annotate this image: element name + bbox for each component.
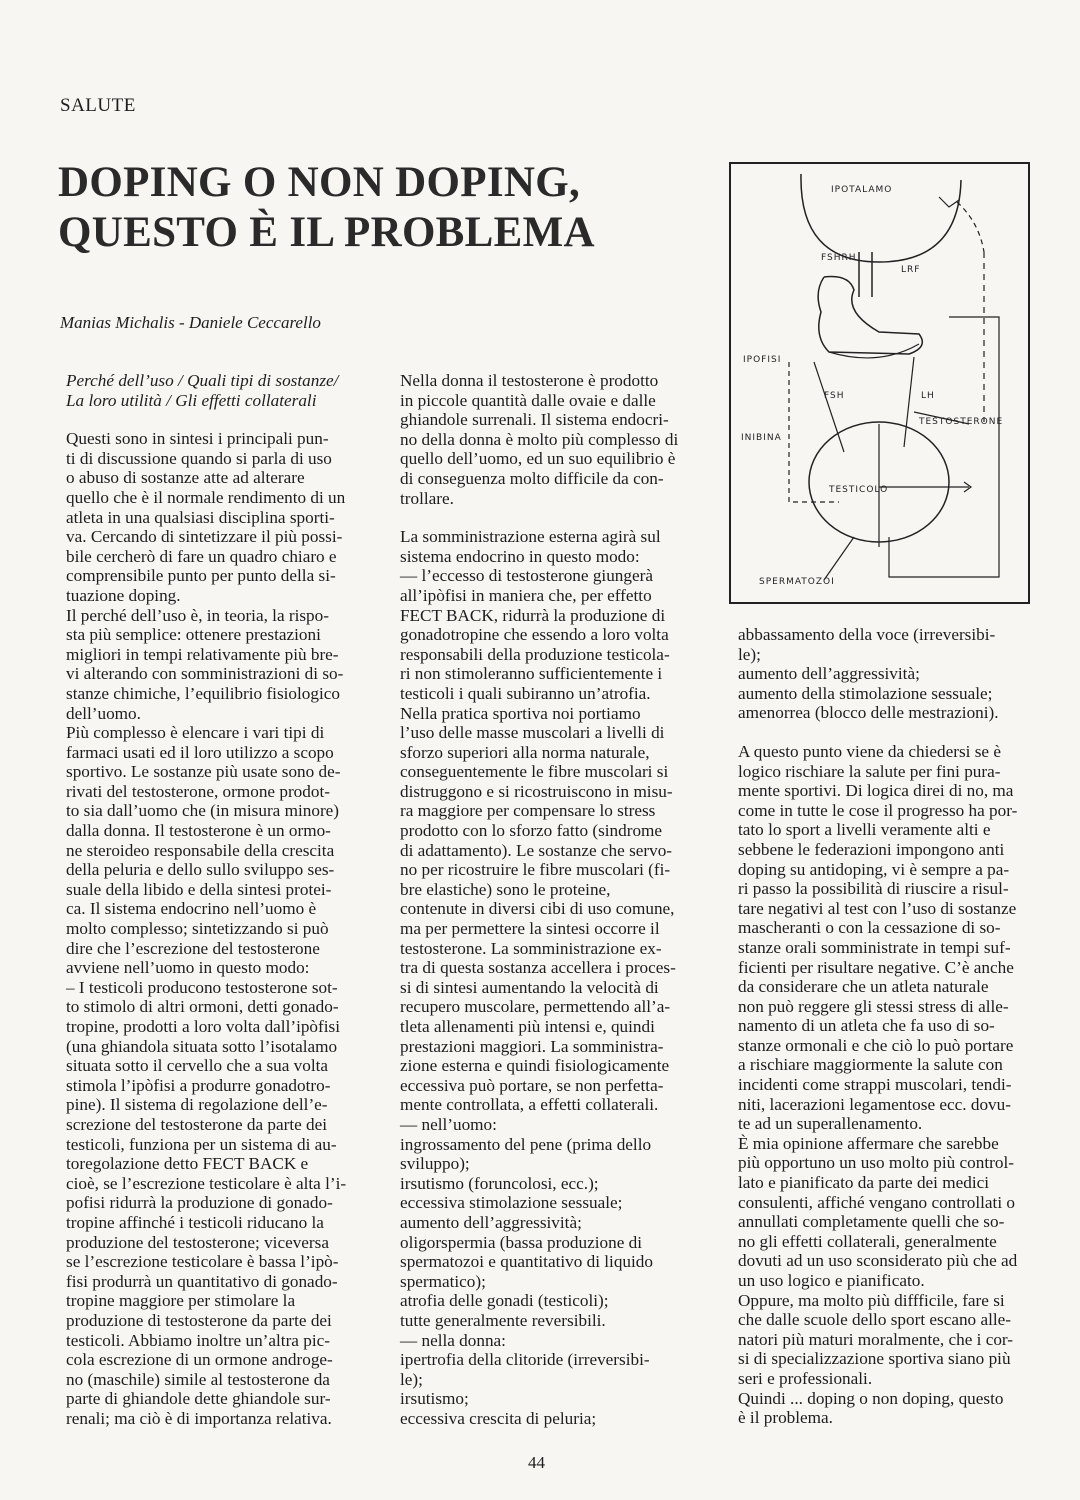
text-line: ra maggiore per compensare lo stress [400,801,656,821]
text-line: È mia opinione affermare che sarebbe [738,1133,999,1153]
text-line: (una ghiandola situata sotto l’isotalamo [66,1036,338,1056]
text-line: trollare. [400,488,454,508]
text-line: seri e professionali. [738,1368,873,1388]
text-line: avviene nell’uomo in questo modo: [66,958,310,978]
text-line: più opportuno un uso molto più control- [738,1153,1014,1173]
text-line: tleta allenamenti più intensi e, quindi [400,1017,655,1036]
text-line: è il problema. [738,1408,833,1428]
text-line: aumento dell’aggressività; [400,1212,582,1232]
text-line: atrofia delle gonadi (testicoli); [400,1291,609,1311]
text-line: farmaci usati ed il loro utilizzo a scopo [66,742,334,762]
title-line-1: DOPING O NON DOPING, [58,159,580,206]
text-line: vi alterando con somministrazioni di so- [66,664,344,684]
text-line: lato e pianificato da parte dei medici [738,1173,990,1193]
label-fsh: FSH [824,391,845,401]
text-line: Questi sono in sintesi i principali pun- [66,429,329,449]
text-line: ri passo la possibilità di riuscire a risul- [738,879,1009,899]
text-line: logico rischiare la salute per fini pura- [738,761,1001,781]
text-line: irsutismo (foruncolosi, ecc.); [400,1173,599,1193]
text-line: — l’eccesso di testosterone giungerà [400,566,653,586]
text-line: bre elastiche) sono le proteine, [400,879,611,899]
text-line: tutte generalmente reversibili. [400,1310,606,1330]
text-line: aumento della stimolazione sessuale; [738,683,993,703]
text-line: comprensibile punto per punto della si- [66,566,336,586]
text-line: ghiandole surrenali. Il sistema endocri- [400,410,669,430]
text-line: dovuti ad un uso sconsiderato più che ad [738,1251,1018,1271]
text-line: testicoli. Abbiamo inoltre un’altra pic- [66,1330,330,1350]
text-line: rivati del testosterone, ormone prodot- [66,781,330,801]
text-line: A questo punto viene da chiedersi se è [738,741,1001,761]
text-line: stanze chimiche, l’equilibrio fisiologico [66,683,340,703]
text-line: testosterone. La somministrazione ex- [400,938,662,958]
text-line: te ad un superallenamento. [738,1114,923,1134]
text-line: mente controllata, a effetti collaterali. [400,1095,659,1115]
text-line: gonadotropine che essendo a loro volta [400,625,669,645]
text-line: un uso logico e pianificato. [738,1271,925,1290]
text-line: Oppure, ma molto più diffficile, fare si [738,1290,1005,1310]
text-line: all’ipòfisi in maniera che, per effetto [400,585,652,605]
section-label: SALUTE [60,95,136,116]
text-line: atleta in una qualsiasi disciplina sporti- [66,507,335,527]
label-ipotalamo: IPOTALAMO [831,185,893,195]
article-authors: Manias Michalis - Daniele Ceccarello [60,313,321,332]
text-line: tropine maggiore per stimolare la [66,1291,296,1311]
text-line: spermatico); [400,1271,486,1291]
text-line: quello dell’uomo, ed un suo equilibrio è [400,449,676,469]
text-line: dalla donna. Il testosterone è un ormo- [66,821,331,841]
text-line: le); [738,644,761,664]
label-lh: LH [921,391,935,401]
text-line: molto complesso; sintetizzando si può [66,919,329,939]
text-line: migliori in tempi relativamente più bre- [66,644,339,664]
text-line: consulenti, affiché vengano controllati o [738,1192,1015,1212]
text-line: tato lo sport a livelli veramente alti e [738,820,991,840]
text-line: spermatozoi e quantitativo di liquido [400,1252,653,1272]
text-line: prodotto con lo sforzo fatto (sindrome [400,821,663,841]
text-line: sta più semplice: ottenere prestazioni [66,625,321,645]
text-line: di conseguenza molto difficile da con- [400,468,664,488]
text-line: no gli effetti collaterali, generalmente [738,1231,997,1251]
text-line: pine). Il sistema di regolazione dell’e- [66,1095,328,1115]
text-line: a rischiare maggiormente la salute con [738,1055,1003,1075]
text-line: fisi produrrà un quantitativo di gonado- [66,1271,338,1291]
text-line: bile cercherò di fare un quadro chiaro e [66,546,337,566]
text-line: produzione del testosterone; viceversa [66,1232,329,1252]
text-line: situata sotto il cervello che a sua volta [66,1056,329,1076]
text-line: va. Cercando di sintetizzare il più possi- [66,527,343,547]
text-line: l’uso delle masse muscolari a livelli di [400,723,665,743]
text-line: mente sportivi. Di logica direi di no, ma [738,781,1014,801]
text-line: testicoli, funziona per un sistema di au- [66,1134,337,1154]
text-line: screzione del testosterone da parte dei [66,1114,328,1134]
text-line: ti di discussione quando si parla di uso [66,448,332,468]
text-line: amenorrea (blocco delle mestrazioni). [738,703,999,723]
text-line: eccessiva stimolazione sessuale; [400,1193,623,1213]
text-line: stanze ormonali e che ciò lo può portare [738,1035,1014,1055]
label-inibina: INIBINA [741,433,782,443]
text-line: si di sintesi aumentando la velocità di [400,977,659,997]
text-line: no (maschile) simile al testosterone da [66,1369,330,1389]
text-line: tropine, prodotti a loro volta dall’ipòfisi [66,1017,340,1036]
text-line: ficienti per risultare negative. C’è anche [738,957,1014,977]
text-line: distruggono e si ricostruiscono in misu- [400,781,673,801]
text-line: ne steroideo responsabile della crescita [66,840,335,860]
text-line: sportivo. Le sostanze più usate sono de- [66,762,341,782]
text-line: o abuso di sostanze atte ad alterare [66,468,305,488]
pituitary-shape [818,277,922,354]
text-line: stimola l’ipòfisi a produrre gonadotro- [66,1075,331,1095]
text-line: niti, lacerazioni legamentose ecc. dovu- [738,1094,1011,1114]
label-spermatozoi: SPERMATOZOI [759,577,835,587]
text-line: oligorspermia (bassa produzione di [400,1232,642,1252]
text-line: ri non stimoleranno sufficientemente i [400,664,663,684]
text-line: non può reggere gli stessi stress di alle- [738,996,1009,1016]
label-lrf: LRF [901,265,921,275]
text-line: che dalle scuole dello sport escano alle- [738,1310,1011,1330]
text-line: prestazioni maggiori. La somministra- [400,1036,664,1056]
text-line: tare negativi al test con l’uso di sostanze [738,898,1017,918]
text-line: — nell’uomo: [400,1114,497,1134]
text-column-3 [738,625,1030,1428]
text-line: La somministrazione esterna agirà sul [400,527,661,547]
text-line: ca. Il sistema endocrino nell’uomo è [66,899,317,919]
text-line: doping su antidoping, vi è sempre a pa- [738,859,1010,879]
text-line: della peluria e dello sullo sviluppo ses- [66,860,335,880]
text-line: FECT BACK, ridurrà la produzione di [400,605,666,625]
text-line: Quindi ... doping o non doping, questo [738,1388,1004,1408]
text-line: – I testicoli producono testosterone sot- [66,977,338,997]
text-line: eccessiva crescita di peluria; [400,1408,597,1428]
text-line: Più complesso è elencare i vari tipi di [66,723,325,743]
text-line: to sia dall’uomo che (in misura minore) [66,801,340,821]
text-line: testicoli i quali subiranno un’atrofia. [400,683,651,703]
text-line: stanze orali somministrate in tempi suf- [738,937,1011,957]
text-line: recupero muscolare, permettendo all’a- [400,997,671,1017]
text-line: parte di ghiandole dette ghiandole sur- [66,1389,331,1409]
label-ipofisi: IPOFISI [743,355,782,365]
text-line: se l’escrezione testicolare è bassa l’ipò- [66,1252,339,1272]
text-line: dire che l’escrezione del testosterone [66,938,320,958]
text-line: ipertrofia della clitoride (irreversibi- [400,1350,650,1370]
text-line: no della donna è molto più complesso di [400,429,679,449]
paragraph-gap [66,410,362,429]
text-line: produzione di testosterone da parte dei [66,1310,332,1330]
text-line: Perché dell’uso / Quali tipi di sostanze/ [66,371,339,390]
text-line: cola escrezione di un ormone androge- [66,1350,333,1370]
text-line: irsutismo; [400,1389,469,1409]
text-line: ingrossamento del pene (prima dello [400,1134,652,1154]
text-line: eccessiva può portare, se non perfetta- [400,1075,664,1095]
text-line: Nella pratica sportiva noi portiamo [400,703,641,723]
text-line: to stimolo di altri ormoni, detti gonado- [66,997,339,1017]
text-line: responsabili della produzione testicola- [400,644,670,664]
text-line: come in tutte le cose il progresso ha por- [738,800,1018,820]
text-line: sebbene le federazioni impongono anti [738,839,1005,859]
paragraph-gap [400,508,700,527]
text-line: tropine affinché i testicoli riducano la [66,1212,324,1232]
text-line: suale della libido e della sintesi protei- [66,879,332,899]
text-line: aumento dell’aggressività; [738,664,920,684]
article-title [58,158,595,258]
text-line: dell’uomo. [66,703,141,723]
text-line: Nella donna il testosterone è prodotto [400,371,659,390]
text-line: no per ricostruire le fibre muscolari (fi- [400,860,671,880]
page-number: 44 [528,1453,545,1472]
text-line: cioè, se l’escrezione testicolare è alta l’i- [66,1173,347,1193]
label-testicolo: TESTICOLO [829,485,889,495]
text-line: annullati completamente quelli che so- [738,1212,1005,1232]
text-line: di adattamento). Le sostanze che servo- [400,840,673,860]
text-line: natori più maturi moralmente, che i cor- [738,1329,1014,1349]
text-line: tuazione doping. [66,585,181,605]
label-fshrh: FSHRH [821,253,857,263]
text-column-1 [66,371,362,1428]
text-line: zione esterna e quindi fisiologicamente [400,1056,670,1076]
text-line: mascheranti o con la cessazione di so- [738,918,1001,938]
text-line: da considerare che un atleta naturale [738,977,989,997]
text-line: sistema endocrino in questo modo: [400,546,640,566]
text-line: ma per permettere la sintesi occorre il [400,919,660,939]
text-line: si di specializzazione sportiva siano più [738,1349,1011,1369]
text-line: contenute in diversi cibi di uso comune, [400,899,675,919]
text-line: tra di questa sostanza accellera i proces- [400,958,676,978]
text-line: renali; ma ciò è di importanza relativa. [66,1408,332,1428]
title-line-2: QUESTO È IL PROBLEMA [58,209,595,256]
text-line: quello che è il normale rendimento di un [66,487,346,507]
diagram-drawing [729,162,1030,604]
text-line: — nella donna: [400,1330,506,1350]
text-line: La loro utilità / Gli effetti collaterali [66,390,317,410]
text-line: conseguentemente le fibre muscolari si [400,762,669,782]
text-line: sviluppo); [400,1154,470,1174]
text-line: pofisi ridurrà la produzione di gonado- [66,1193,333,1213]
text-column-2 [400,371,700,1428]
text-line: le); [400,1369,423,1389]
text-line: toregolazione detto FECT BACK e [66,1154,309,1174]
text-line: abbassamento della voce (irreversibi- [738,625,996,644]
text-line: incidenti come strappi muscolari, tendi- [738,1075,1012,1095]
endocrine-diagram [729,162,1030,604]
text-line: namento di un atleta che fa uso di so- [738,1016,995,1036]
label-testosterone: TESTOSTERONE [919,417,1004,427]
text-line: sforzo superiori alla norma naturale, [400,742,650,762]
text-line: Il perché dell’uso è, in teoria, la rispo- [66,605,329,625]
paragraph-gap [738,723,1030,742]
text-line: in piccole quantità dalle ovaie e dalle [400,390,656,410]
